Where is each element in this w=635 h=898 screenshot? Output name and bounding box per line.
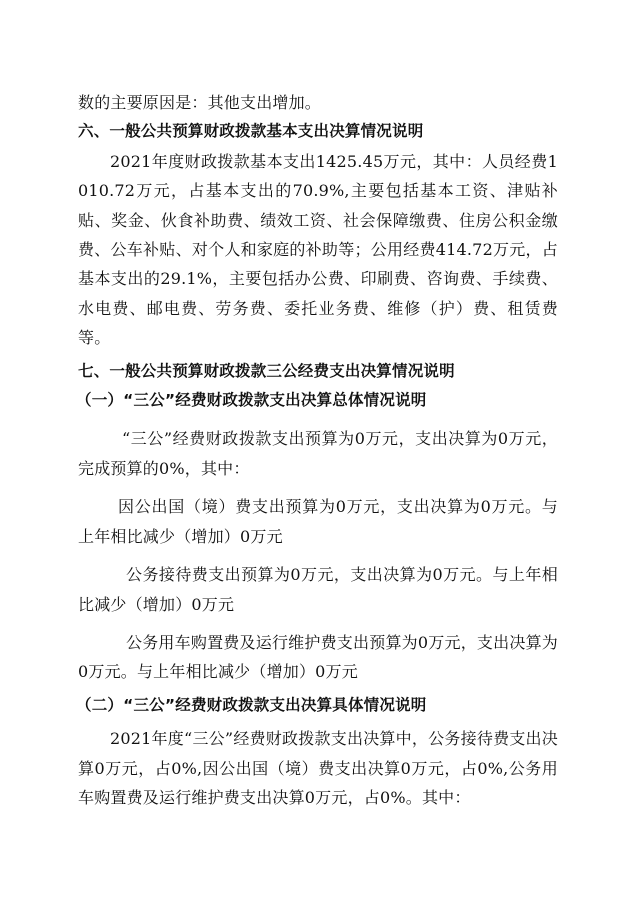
overseas-travel-paragraph: 因公出国（境）费支出预算为0万元，支出决算为0万元。与上年相比减少（增加）0万元: [78, 497, 558, 546]
subheading-detailed-situation: （二）“三公”经费财政拨款支出决算具体情况说明: [76, 695, 427, 714]
section-heading-three-public-expenses: 七、一般公共预算财政拨款三公经费支出决算情况说明: [78, 361, 455, 380]
subheading-overall-situation: （一）“三公”经费财政拨款支出决算总体情况说明: [76, 391, 427, 410]
continuation-text: 数的主要原因是：其他支出增加。: [78, 93, 322, 112]
three-public-detail-paragraph: 2021年度“三公”经费财政拨款支出决算中，公务接待费支出决算0万元，占0%,因公出国（境）费支出决算0万元，占0%,公务用车购置费及运行维护费支出决算0万元，占0%。其中：: [78, 729, 558, 807]
basic-expenditure-paragraph: 2021年度财政拨款基本支出1425.45万元，其中：人员经费1010.72万元，占基本支出的70.9%,主要包括基本工资、津贴补贴、奖金、伙食补助费、绩效工资、社会保障缴费、住房公积金缴费、公车补贴、对个人和家庭的补助等；公用经费414.72万元，占基本支出的29.1%，主要包括办公费、印刷费、咨询费、手续费、水电费、邮电费、劳务费、委托业务费、维修（护）费、租赁费等。: [78, 151, 558, 348]
section-heading-basic-expenditure: 六、一般公共预算财政拨款基本支出决算情况说明: [78, 122, 424, 141]
three-public-total-paragraph: “三公”经费财政拨款支出预算为0万元，支出决算为0万元，完成预算的0%，其中：: [78, 429, 558, 478]
official-vehicle-paragraph: 公务用车购置费及运行维护费支出预算为0万元，支出决算为0万元。与上年相比减少（增加）0万元: [78, 632, 558, 682]
official-reception-paragraph: 公务接待费支出预算为0万元，支出决算为0万元。与上年相比减少（增加）0万元: [78, 565, 558, 614]
document-page: [78, 88, 558, 812]
